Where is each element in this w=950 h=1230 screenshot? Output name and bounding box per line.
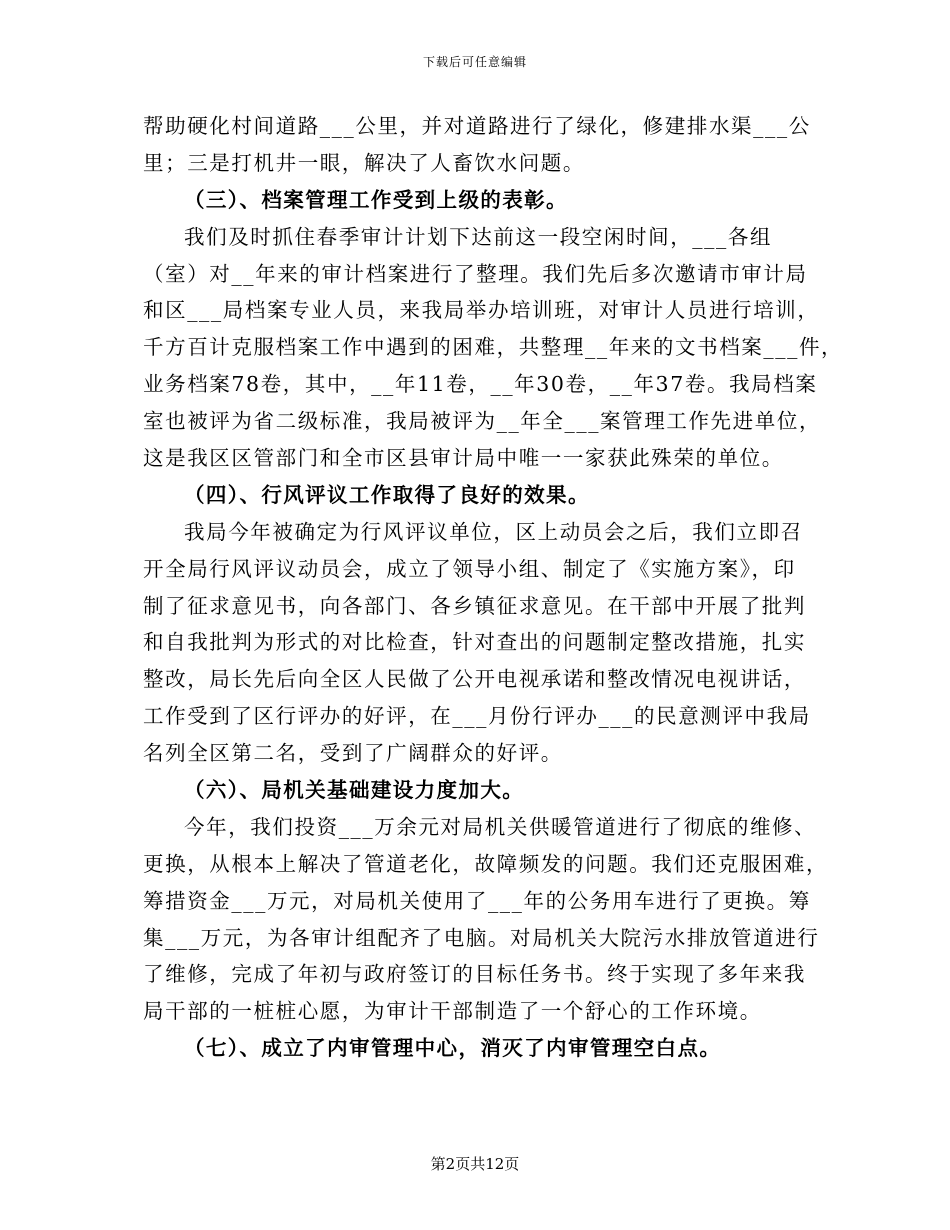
- paragraph-line: 更换，从根本上解决了管道老化，故障频发的问题。我们还克服困难，: [143, 851, 829, 876]
- paragraph-line: 我们及时抓住春季审计计划下达前这一段空闲时间，___各组: [184, 224, 773, 249]
- document-body: [143, 108, 844, 1067]
- paragraph-line: 开全局行风评议动员会，成立了领导小组、制定了《实施方案》，印: [143, 556, 796, 581]
- page-number: 第2页共12页: [430, 1155, 520, 1173]
- paragraph-line: 和自我批判为形式的对比检查，针对查出的问题制定整改措施，扎实: [143, 630, 806, 655]
- paragraph-line: 整改，局长先后向全区人民做了公开电视承诺和整改情况电视讲话，: [143, 667, 806, 692]
- paragraph-line: 了维修，完成了年初与政府签订的目标任务书。终于实现了多年来我: [143, 962, 806, 987]
- paragraph-line: 工作受到了区行评办的好评，在___月份行评办___的民意测评中我局: [143, 704, 811, 729]
- page-header: 下载后可任意编辑: [422, 55, 527, 69]
- paragraph-line: （室）对__年来的审计档案进行了整理。我们先后多次邀请市审计局: [143, 261, 808, 286]
- section-heading: （六）、局机关基础建设力度加大。: [184, 778, 525, 803]
- section-heading: （四）、行风评议工作取得了良好的效果。: [184, 482, 590, 507]
- paragraph-line: 名列全区第二名，受到了广阔群众的好评。: [143, 741, 563, 766]
- paragraph-line: 集___万元，为各审计组配齐了电脑。对局机关大院污水排放管道进行: [143, 925, 820, 950]
- paragraph-line: 业务档案78卷，其中，__年11卷，__年30卷，__年37卷。我局档案: [143, 372, 818, 397]
- paragraph-line: 制了征求意见书，向各部门、各乡镇征求意见。在干部中开展了批判: [143, 593, 806, 618]
- section-heading: （七）、成立了内审管理中心，消灭了内审管理空白点。: [184, 1036, 722, 1061]
- paragraph-line: 这是我区区管部门和全市区县审计局中唯一一家获此殊荣的单位。: [143, 446, 784, 471]
- section-heading: （三）、档案管理工作受到上级的表彰。: [184, 187, 568, 212]
- paragraph-line: 室也被评为省二级标准，我局被评为__年全___案管理工作先进单位，: [143, 409, 822, 434]
- paragraph-line: 里；三是打机井一眼，解决了人畜饮水问题。: [143, 150, 585, 175]
- paragraph-line: 局干部的一桩桩心愿，为审计干部制造了一个舒心的工作环境。: [143, 999, 762, 1024]
- paragraph-line: 筹措资金___万元，对局机关使用了___年的公务用车进行了更换。筹: [143, 888, 811, 913]
- paragraph-line: 千方百计克服档案工作中遇到的困难，共整理__年来的文书档案___件，: [143, 335, 844, 360]
- paragraph-line: 帮助硬化村间道路___公里，并对道路进行了绿化，修建排水渠___公: [143, 114, 811, 138]
- paragraph-line: 和区___局档案专业人员，来我局举办培训班，对审计人员进行培训，: [143, 298, 820, 323]
- paragraph-line: 我局今年被确定为行风评议单位，区上动员会之后，我们立即召: [184, 519, 803, 544]
- paragraph-line: 今年，我们投资___万余元对局机关供暖管道进行了彻底的维修、: [184, 814, 817, 839]
